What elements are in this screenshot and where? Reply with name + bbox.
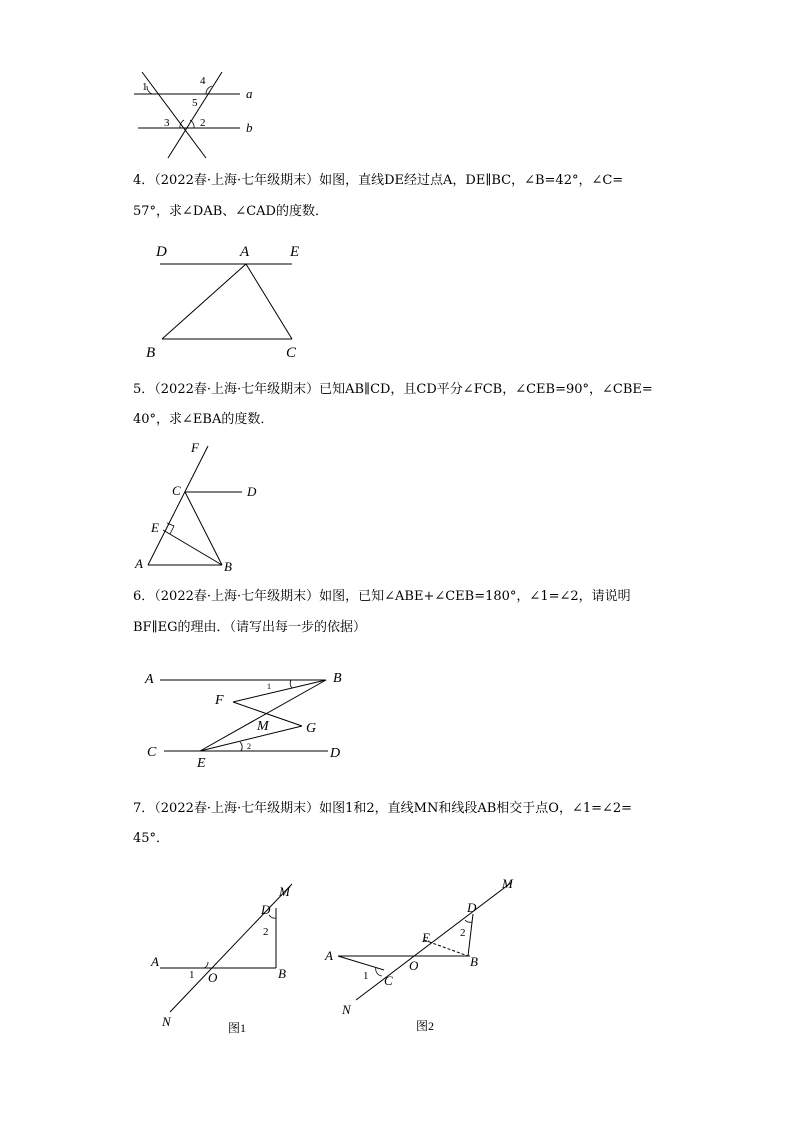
- label-f: F: [215, 693, 224, 708]
- label-a: A: [145, 672, 154, 687]
- label-d: D: [261, 902, 271, 917]
- label-2: 2: [460, 927, 466, 939]
- question-5-line-2: 40°，求∠EBA的度数．: [133, 412, 274, 427]
- label-2: 2: [200, 117, 206, 129]
- label-g: G: [306, 721, 317, 736]
- label-e: E: [290, 244, 300, 260]
- label-e: E: [422, 930, 430, 945]
- angle-arc-2: [240, 742, 242, 751]
- label-c: C: [384, 973, 393, 988]
- angle-arc-2: [465, 920, 472, 922]
- transversal-1: [142, 72, 206, 158]
- label-c: C: [147, 745, 157, 760]
- transversal-2: [168, 72, 222, 158]
- angle-arc-1: [290, 680, 292, 688]
- segment-ac: [338, 956, 384, 970]
- line-mn: [356, 882, 512, 1000]
- label-2: 2: [263, 926, 269, 938]
- question-4-line-1: 4．（2022春·上海·七年级期末）如图，直线DE经过点A，DE∥BC，∠B=42°，∠C=: [133, 173, 624, 188]
- label-1: 1: [189, 969, 195, 981]
- label-b: b: [246, 120, 253, 135]
- angle-arc-1: [147, 86, 152, 94]
- line-mn: [170, 884, 292, 1012]
- label-2: 2: [247, 742, 251, 751]
- question-7-line-1: 7．（2022春·上海·七年级期末）如图1和2，直线MN和线段AB相交于点O，∠1=∠2=: [133, 801, 633, 816]
- segment-ge: [200, 726, 302, 751]
- segment-db: [468, 914, 473, 956]
- label-n: N: [342, 1002, 351, 1017]
- question-7-line-2: 45°．: [133, 831, 170, 846]
- label-a: A: [325, 948, 333, 963]
- label-c: C: [172, 483, 181, 498]
- question-6-line-2: BF∥EG的理由．（请写出每一步的依据）: [133, 620, 366, 635]
- label-b: B: [470, 954, 478, 969]
- label-b: B: [146, 345, 156, 361]
- label-c: C: [286, 345, 297, 361]
- segment-bf: [233, 680, 326, 702]
- question-4-line-2: 57°，求∠DAB、∠CAD的度数．: [133, 204, 328, 219]
- caption-figure-2: 图2: [416, 1019, 435, 1033]
- question-5-line-1: 5．（2022春·上海·七年级期末）已知AB∥CD，且CD平分∠FCB，∠CEB=90°，∠CBE=: [133, 382, 653, 397]
- figure-cd-bisects: [128, 440, 268, 578]
- label-m: M: [257, 719, 269, 734]
- label-d: D: [467, 900, 477, 915]
- caption-figure-1: 图1: [228, 1021, 247, 1035]
- label-e: E: [197, 756, 206, 771]
- figure-bf-eg: [140, 664, 360, 772]
- label-o: O: [208, 970, 218, 985]
- label-b: B: [224, 559, 232, 574]
- label-f: F: [191, 440, 199, 455]
- label-a: a: [246, 86, 253, 101]
- label-o: O: [409, 958, 419, 973]
- label-m: M: [502, 876, 513, 891]
- side-ab: [162, 264, 246, 339]
- figure-2: [318, 872, 528, 1040]
- label-d: D: [330, 746, 341, 761]
- label-5: 5: [192, 97, 198, 109]
- label-b: B: [278, 966, 286, 981]
- label-m: M: [279, 884, 290, 899]
- label-d: D: [156, 244, 167, 260]
- segment-be: [200, 680, 326, 751]
- ray-cf: [148, 446, 208, 565]
- label-1: 1: [363, 970, 369, 982]
- label-a: A: [151, 954, 159, 969]
- side-ac: [246, 264, 292, 339]
- question-6-line-1: 6．（2022春·上海·七年级期末）如图，已知∠ABE+∠CEB=180°，∠1=∠2，请说明: [133, 589, 631, 604]
- label-1: 1: [267, 682, 271, 691]
- segment-eb-dashed: [424, 940, 468, 956]
- label-4: 4: [200, 75, 206, 87]
- label-1: 1: [142, 81, 148, 93]
- angle-arc-1: [204, 962, 208, 968]
- label-b: B: [333, 671, 342, 686]
- label-n: N: [162, 1014, 171, 1029]
- label-3: 3: [164, 117, 170, 129]
- figure-parallel-lines-ab: [128, 66, 268, 162]
- figure-triangle-abc: [140, 236, 320, 366]
- label-d: D: [247, 484, 257, 499]
- label-a: A: [240, 244, 250, 260]
- figure-1: [140, 878, 310, 1040]
- label-e: E: [151, 520, 159, 535]
- label-a: A: [135, 556, 143, 571]
